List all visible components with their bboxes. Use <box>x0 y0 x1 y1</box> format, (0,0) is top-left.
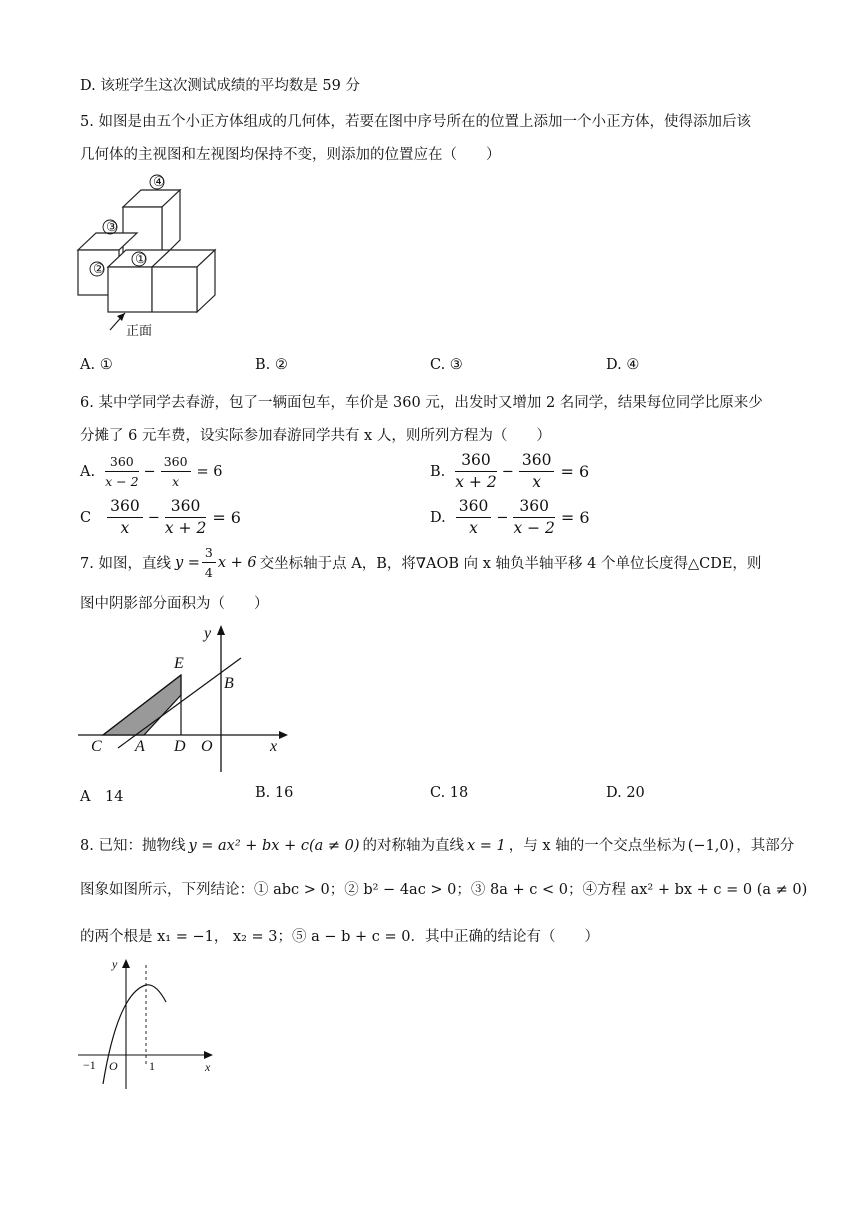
q5-line2: 几何体的主视图和左视图均保持不变，则添加的位置应在（ ） <box>80 147 501 163</box>
q7-option-d: D. 20 <box>606 785 645 801</box>
q7-line2: 图中阴影部分面积为（ ） <box>80 596 269 612</box>
q5-option-c: C. ③ <box>430 357 463 373</box>
q7-line1: 7. 如图，直线 y = $\frac{3}{4}$ x + 6 交坐标轴于点 A，B，将∇AOB 向 x 轴负半轴平移 4 个单位长度得△CDE，则 <box>80 545 762 580</box>
point-c: C <box>91 738 102 755</box>
tick-neg1: −1 <box>83 1058 96 1072</box>
q7-figure <box>74 620 294 780</box>
point-a: A <box>135 738 145 755</box>
label-3: ③ <box>106 219 118 234</box>
q6-option-b: B. $\frac{360}{x + 2}$ − $\frac{360}{x}$ = 6 <box>430 451 590 491</box>
q5-option-a: A. ① <box>80 357 113 373</box>
tick-1: 1 <box>149 1059 155 1073</box>
y-axis-label-q8: y <box>112 957 118 971</box>
point-e: E <box>174 655 184 672</box>
q5-option-b: B. ② <box>255 357 288 373</box>
origin-o: O <box>201 738 213 755</box>
label-4: ④ <box>153 174 165 189</box>
q6-option-c: C $\frac{360}{x}$ − $\frac{360}{x + 2}$ = 6 <box>80 497 241 537</box>
q6-option-a: A. $\frac{360}{x - 2}$ − $\frac{360}{x}$ = 6 <box>80 454 223 489</box>
q8-parabola-figure <box>76 955 221 1095</box>
q6-line2: 分摊了 6 元车费，设实际参加春游同学共有 x 人，则所列方程为（ ） <box>80 428 551 444</box>
origin-o-q8: O <box>109 1059 118 1073</box>
q5-cube-figure <box>70 170 230 345</box>
q6-option-d: D. $\frac{360}{x}$ − $\frac{360}{x - 2}$ = 6 <box>430 497 590 537</box>
q4-option-d: D. 该班学生这次测试成绩的平均数是 59 分 <box>80 78 360 94</box>
q5-option-d: D. ④ <box>606 357 640 373</box>
x-axis-label-q8: x <box>205 1060 211 1074</box>
q8-line2: 图象如图所示，下列结论：① abc > 0；② b² − 4ac > 0；③ 8a + c < 0；④方程 ax² + bx + c = 0 (a ≠ 0) <box>80 882 808 898</box>
front-label: 正面 <box>126 323 153 338</box>
front-arrow <box>110 313 125 330</box>
q7-option-b: B. 16 <box>255 785 294 801</box>
label-2: ② <box>93 261 105 276</box>
q8-line1: 8. 已知：抛物线 y = ax² + bx + c(a ≠ 0) 的对称轴为直线 x = 1 ，与 x 轴的一个交点坐标为 (−1,0) ，其部分 <box>80 838 795 854</box>
point-b: B <box>224 675 234 692</box>
label-1: ① <box>135 251 147 266</box>
q8-line3: 的两个根是 x₁ = −1， x₂ = 3；⑤ a − b + c = 0．其中正确的结论有（ ） <box>80 929 600 945</box>
y-axis-label: y <box>204 625 212 642</box>
q7-option-a: A 14 <box>80 789 124 805</box>
x-axis-label: x <box>270 738 278 755</box>
q7-option-c: C. 18 <box>430 785 469 801</box>
q6-line1: 6. 某中学同学去春游，包了一辆面包车，车价是 360 元，出发时又增加 2 名同学，结果每位同学比原来少 <box>80 395 763 411</box>
point-d: D <box>174 738 186 755</box>
q5-line1: 5. 如图是由五个小正方体组成的几何体，若要在图中序号所在的位置上添加一个小正方体，使得添加后该 <box>80 114 751 130</box>
